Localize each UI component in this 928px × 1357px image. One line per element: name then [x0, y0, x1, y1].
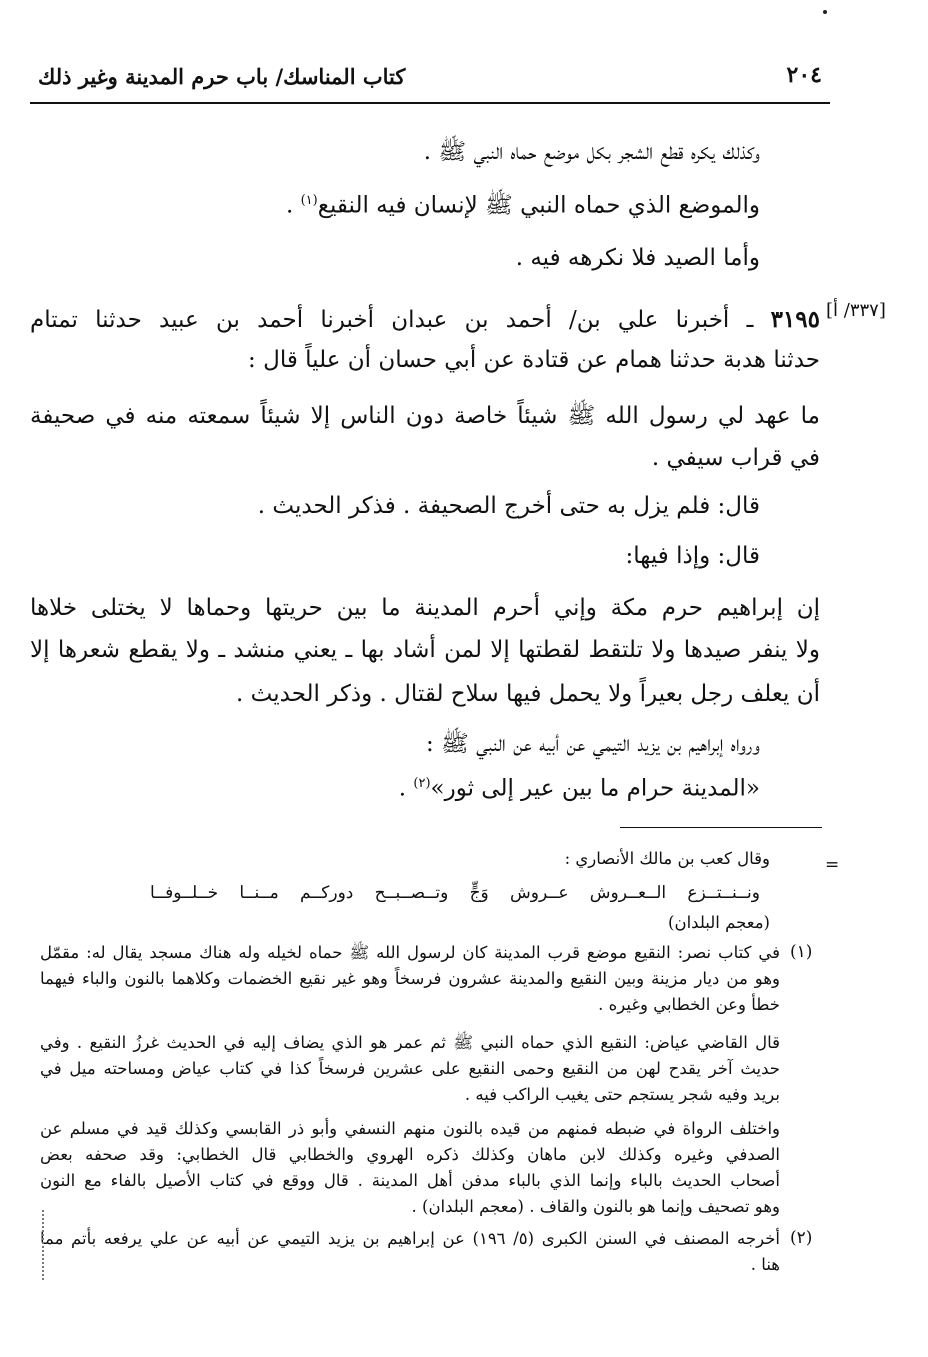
footnote-line: (معجم البلدان) [668, 913, 770, 932]
hadith-line: قال: فلم يزل به حتى أخرج الصحيفة . فذكر الحديث . [257, 493, 760, 519]
footnote-line: خطأ وعن الخطابي وغيره . [598, 995, 780, 1014]
paragraph-end: . [285, 192, 301, 219]
footnote-line: هنا . [750, 1255, 780, 1274]
hadith-line: إن إبراهيم حرم مكة وإني أحرم المدينة ما بين حريتها وحماها لا يختلى خلاها [30, 595, 820, 621]
footnote-marker: (١) [300, 193, 318, 208]
footnote-line: وقال كعب بن مالك الأنصاري : [564, 849, 770, 868]
footnote-line: قال القاضي عياض: النقيع الذي حماه النبي ﷺ ثم عمر هو الذي يضاف إليه في الحديث غرزُ النقيع . وفي [40, 1033, 780, 1052]
footnote-line: أصحاب الحديث بالباء وإنما الذي بالباء مدفن أهل المدينة . قال ووقع في كتاب الأصيل بالفاء مع النون [40, 1171, 780, 1190]
footnote-line: الصدفي وغيره وكذلك لابن ماهان وكذلك ذكره الهروي والخطابي قال الخطابي: وقد صحفه بعض [40, 1145, 780, 1164]
hadith-line: ما عهد لي رسول الله ﷺ شيئاً خاصة دون الناس إلا شيئاً سمعته منه في صحيفة [30, 403, 820, 429]
paragraph-line: وأما الصيد فلا نكرهه فيه . [515, 245, 760, 271]
hadith-line: في قراب سيفي . [651, 445, 820, 471]
hadith-text: ـ أخبرنا علي بن/ أحمد بن عبدان أخبرنا أحمد بن عبيد حدثنا تمتام [30, 307, 771, 333]
scan-edge-mark [42, 1210, 47, 1280]
footnote-line: حديث آخر يقدح لهن من النقيع وحمى النقيع على عشرين فرسخاً كذا في كتاب عياض ومساحته ميل في [40, 1059, 780, 1078]
running-title: كتاب المناسك/ باب حرم المدينة وغير ذلك [38, 64, 406, 89]
manuscript-folio-marker: [٣٣٧/ أ] [826, 300, 886, 321]
footnotes [40, 0, 822, 1357]
hadith-end: . [398, 775, 414, 802]
footnote-line: في كتاب نصر: النقيع موضع قرب المدينة كان لرسول الله ﷺ حماه لخيله وله هناك مسجد يقال له: مقمّل [40, 943, 780, 962]
footnote-line: أخرجه المصنف في السنن الكبرى (٥/ ١٩٦) عن إبراهيم بن يزيد التيمي عن أبيه عن علي يرفعه بأتم مما [40, 1229, 780, 1248]
footnote-marker: (٢) [413, 776, 431, 791]
hadith-line: قال: وإذا فيها: [625, 543, 760, 569]
footnote-line: وهو تصحيف وإنما هو بالنون والقاف . (معجم البلدان) . [411, 1197, 780, 1216]
poetry-verse: ونــنــتــزع الــعــروش عــروش وَجٍّ وتــصــبــح دوركــم مــنــا خــلــوفــا [150, 883, 760, 903]
paragraph-line: وكذلك يكره قطع الشجر بكل موضع حماه النبي ﷺ . [423, 139, 760, 165]
hadith-number: ٣١٩٥ [770, 306, 820, 333]
footnote-line: واختلف الرواة في ضبطه فمنهم من قيده بالنون منهم النسفي وأبو ذر القابسي وكذلك قيد في مسلم عن [40, 1119, 780, 1138]
footnote-number: (١) [790, 942, 813, 962]
hadith-line: أن يعلف رجل بعيراً ولا يحمل فيها سلاح لقتال . وذكر الحديث . [236, 681, 820, 707]
hadith-line: ورواه إبراهيم بن يزيد التيمي عن أبيه عن النبي ﷺ : [425, 731, 760, 757]
footnote-number: (٢) [790, 1228, 813, 1248]
footnote-line: بريد وفيه شجر يستجم حتى يغيب الراكب فيه . [464, 1085, 780, 1104]
page-number: ٢٠٤ [786, 62, 822, 88]
hadith-text: «المدينة حرام ما بين عير إلى ثور» [430, 775, 760, 802]
paragraph-text: والموضع الذي حماه النبي ﷺ لإنسان فيه النقيع [317, 192, 760, 219]
hadith-line: ولا ينفر صيدها ولا تلتقط لقطتها إلا لمن أشاد بها ـ يعني منشد ـ ولا يقطع شعرها إلا [30, 637, 820, 663]
scan-speck [823, 10, 827, 14]
continuation-mark: = [825, 855, 840, 875]
hadith-line: حدثنا هدبة حدثنا همام عن قتادة عن أبي حسان أن علياً قال : [248, 347, 820, 373]
footnote-line: وهو من ديار مزينة وبين النقيع والمدينة عشرون فرسخاً وهو غير نقيع الخضمات وكلاهما بالنون والباء فيهما [40, 969, 780, 988]
